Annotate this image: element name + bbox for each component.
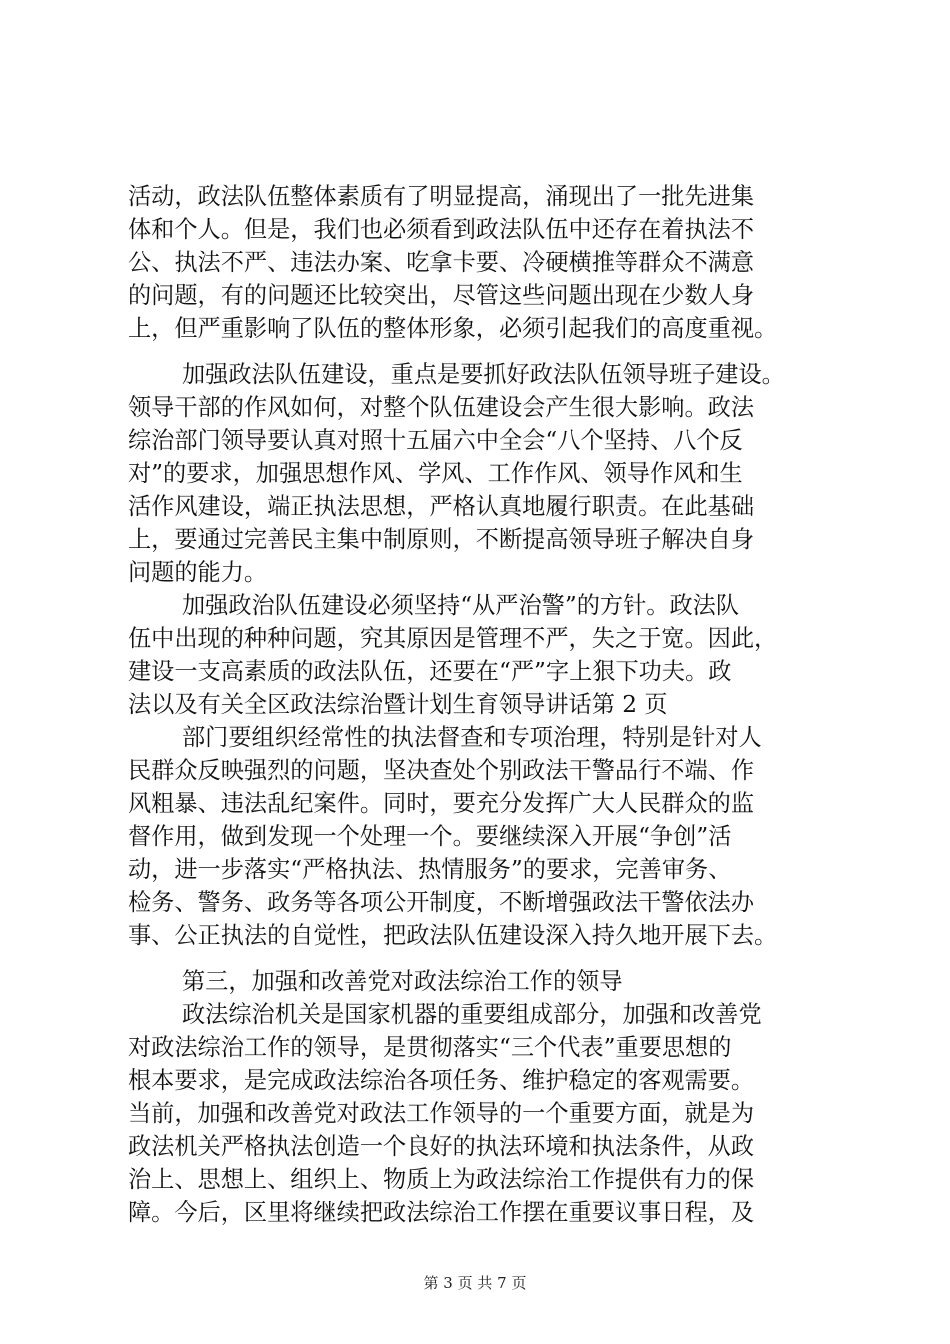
paragraph-line: 障。今后，区里将继续把政法综治工作摆在重要议事日程，及 (128, 1199, 755, 1226)
paragraph-line: 风粗暴、违法乱纪案件。同时，要充分发挥广大人民群众的监 (128, 790, 755, 817)
paragraph-line: 督作用，做到发现一个处理一个。要继续深入开展“争创”活 (128, 823, 732, 850)
paragraph-line: 建设一支高素质的政法队伍，还要在“严”字上狠下功夫。政 (128, 658, 732, 685)
paragraph-line: 领导干部的作风如何，对整个队伍建设会产生很大影响。政法 (128, 394, 755, 421)
paragraph-line: 部门要组织经常性的执法督查和专项治理，特别是针对人 (182, 724, 762, 751)
paragraph-line: 对政法综治工作的领导，是贯彻落实“三个代表”重要思想的 (128, 1034, 732, 1061)
paragraph-line: 法以及有关全区政法综治暨计划生育领导讲话第 2 页 (128, 691, 668, 718)
paragraph-line: 民群众反映强烈的问题，坚决查处个别政法干警品行不端、作 (128, 757, 755, 784)
paragraph-line: 上，要通过完善民主集中制原则，不断提高领导班子解决自身 (128, 526, 755, 553)
section-heading: 第三，加强和改善党对政法综治工作的领导 (182, 968, 623, 995)
paragraph-line: 政法综治机关是国家机器的重要组成部分，加强和改善党 (182, 1001, 762, 1028)
paragraph-line: 加强政法队伍建设，重点是要抓好政法队伍领导班子建设。 (182, 361, 785, 388)
paragraph-line: 对”的要求，加强思想作风、学风、工作作风、领导作风和生 (128, 460, 743, 487)
paragraph-line: 事、公正执法的自觉性，把政法队伍建设深入持久地开展下去。 (128, 922, 778, 949)
paragraph-line: 根本要求，是完成政法综治各项任务、维护稳定的客观需要。 (128, 1067, 755, 1094)
paragraph-line: 综治部门领导要认真对照十五届六中全会“八个坚持、八个反 (128, 427, 743, 454)
paragraph-line: 活动，政法队伍整体素质有了明显提高，涌现出了一批先进集 (128, 183, 755, 210)
paragraph-line: 动，进一步落实“严格执法、热情服务”的要求，完善审务、 (128, 856, 732, 883)
paragraph-line: 上，但严重影响了队伍的整体形象，必须引起我们的高度重视。 (128, 315, 778, 342)
paragraph-line: 政法机关严格执法创造一个良好的执法环境和执法条件，从政 (128, 1133, 755, 1160)
paragraph-line: 的问题，有的问题还比较突出，尽管这些问题出现在少数人身 (128, 282, 755, 309)
paragraph-line: 加强政治队伍建设必须坚持“从严治警”的方针。政法队 (182, 592, 740, 619)
paragraph-line: 公、执法不严、违法办案、吃拿卡要、冷硬横推等群众不满意 (128, 249, 755, 276)
paragraph-line: 问题的能力。 (128, 559, 268, 586)
paragraph-line: 活作风建设，端正执法思想，严格认真地履行职责。在此基础 (128, 493, 755, 520)
paragraph-line: 当前，加强和改善党对政法工作领导的一个重要方面，就是为 (128, 1100, 755, 1127)
paragraph-line: 治上、思想上、组织上、物质上为政法综治工作提供有力的保 (128, 1166, 755, 1193)
paragraph-line: 伍中出现的种种问题，究其原因是管理不严，失之于宽。因此， (128, 625, 778, 652)
page-footer: 第 3 页 共 7 页 (423, 1274, 527, 1292)
paragraph-line: 体和个人。但是，我们也必须看到政法队伍中还存在着执法不 (128, 216, 755, 243)
paragraph-line: 检务、警务、政务等各项公开制度，不断增强政法干警依法办 (128, 889, 755, 916)
